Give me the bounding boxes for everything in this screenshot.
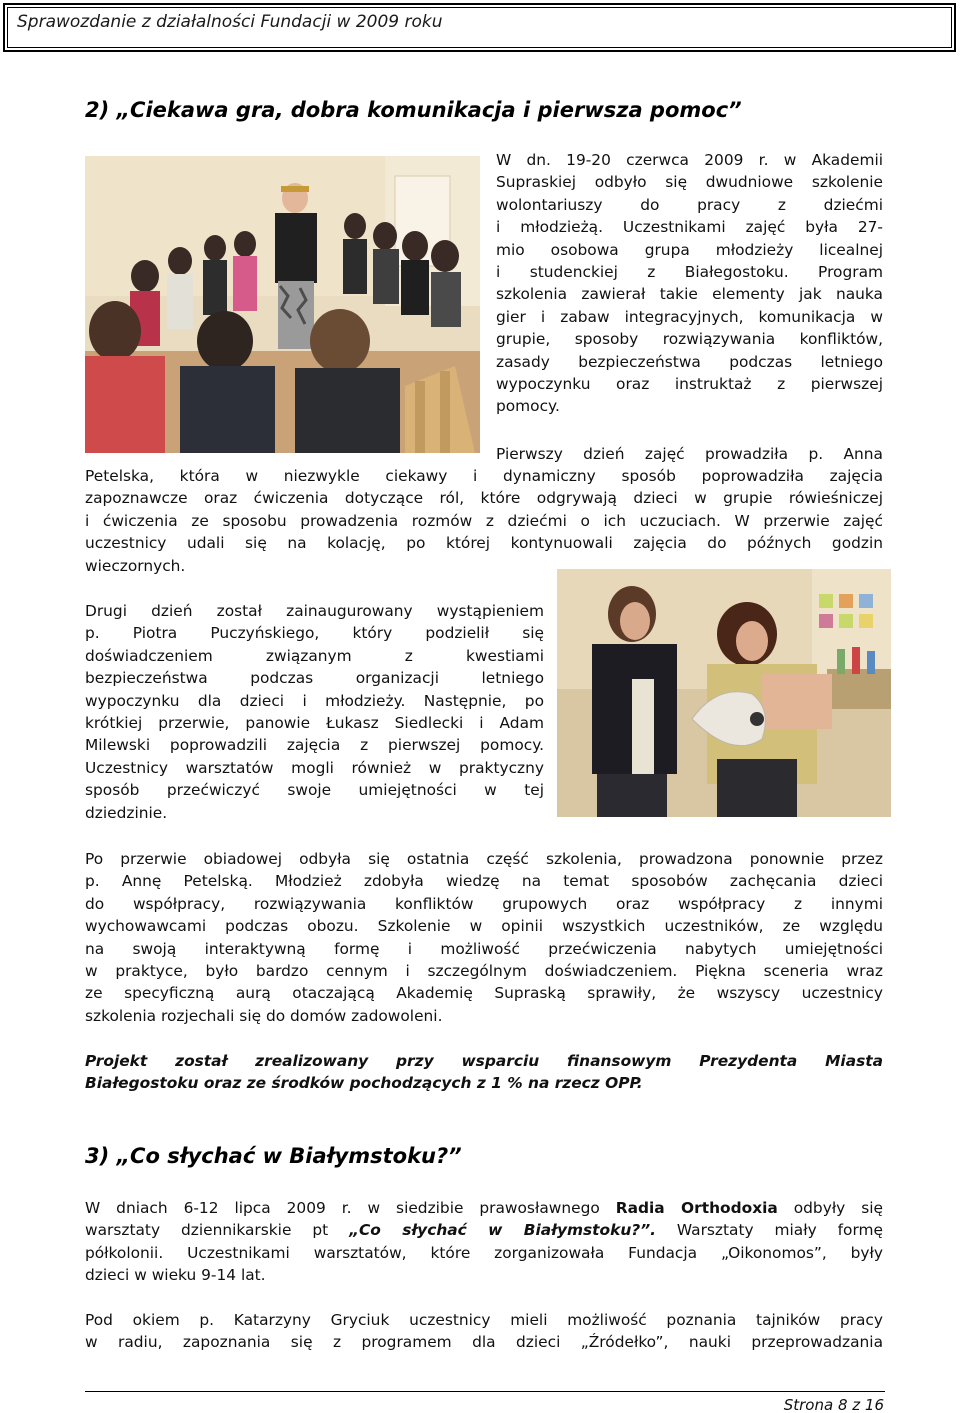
text-segment: warsztaty dziennikarskie pt [85, 1221, 350, 1240]
text-line: i młodzieżą. Uczestnikami zajęć była 27- [496, 218, 883, 237]
section3-paragraph-2 [85, 1309, 883, 1354]
text-line: krótkiej przerwie, panowie Łukasz Siedlecki i Adam [85, 714, 544, 733]
workshop-title: „Co słychać w Białymstoku?”. [349, 1221, 656, 1240]
text-line: Po przerwie obiadowej odbyła się ostatnia część szkolenia, prowadzona ponownie przez [85, 850, 883, 868]
text-segment: Warsztaty miały formę [656, 1221, 883, 1240]
text-line: na swoją interaktywną formę i możliwość przećwiczenia nabytych umiejętności [85, 939, 883, 958]
text-line: Petelska, która w niezwykle ciekawy i dynamiczny sposób poprowadziła zajęcia [85, 467, 883, 485]
text-line: półkolonii. Uczestnikami warsztatów, które zorganizowała Fundacja „Oikonomos”, były [85, 1243, 883, 1262]
text-line: Uczestnicy warsztatów mogli również w praktyczny [85, 758, 544, 777]
closing-paragraph [85, 848, 883, 1027]
text-line: wieczornych. [85, 556, 186, 575]
section-heading-3: 3) „Co słychać w Białymstoku?” [85, 1144, 462, 1168]
text-line: gier i zabaw integracyjnych, komunikacja w [496, 307, 883, 326]
text-line: grupie, sposoby rozwiązywania konfliktów, [496, 330, 883, 349]
text-line: p. Piotra Puczyńskiego, który podzielił się [85, 624, 544, 643]
text-line [85, 1197, 883, 1219]
text-line: wypoczynku oraz instruktaż z pierwszej [496, 375, 883, 394]
text-line: i studenckiej z Białegostoku. Program [496, 263, 883, 282]
intro-paragraph [496, 149, 883, 418]
text-line: W dn. 19-20 czerwca 2009 r. w Akademii [496, 151, 883, 169]
footer-divider [85, 1391, 885, 1392]
photo-training-group [85, 156, 480, 453]
text-line: Projekt został zrealizowany przy wsparciu finansowym Prezydenta Miasta [85, 1052, 883, 1070]
text-line: doświadczeniem związanym z kwestiami [85, 646, 544, 665]
text-line: wolontariuszy do pracy z dziećmi [496, 195, 883, 214]
text-line: mio osobowa grupa młodzieży licealnej [496, 240, 883, 259]
text-line: uczestnicy udali się na kolację, po której kontynuowali zajęcia do późnych godzin [85, 534, 883, 553]
text-line: p. Annę Petelską. Młodzież zdobyła wiedzę na temat sposobów zachęcania dzieci [85, 872, 883, 891]
funding-note [85, 1050, 883, 1095]
text-line: dzieci w wieku 9-14 lat. [85, 1266, 266, 1285]
text-line: ze specyficzną aurą otaczającą Akademię Supraską sprawiły, że wszyscy uczestnicy [85, 984, 883, 1003]
text-line: zapoznawcze oraz ćwiczenia dotyczące ról, które odgrywają dzieci w grupie rówieśniczej [85, 489, 883, 508]
text-line: w praktyce, było bardzo cennym i szczególnym doświadczeniem. Piękna sceneria wraz [85, 962, 883, 981]
text-line: pomocy. [496, 397, 560, 416]
photo-first-aid [557, 569, 891, 817]
text-line: Białegostoku oraz ze środków pochodzących z 1 % na rzecz OPP. [85, 1074, 643, 1093]
text-segment: odbyły się [777, 1199, 884, 1217]
text-line: wypoczynku dla dzieci i młodzieży. Następnie, po [85, 691, 544, 710]
text-line: Pierwszy dzień zajęć prowadziła p. Anna [496, 445, 883, 463]
text-line: wychowawcami podczas obozu. Szkolenie w opinii wszystkich uczestników, ze względu [85, 917, 883, 936]
text-line: szkolenia zawierał takie elementy jak nauka [496, 285, 883, 304]
text-line: sposób przećwiczyć swoje umiejętności w tej [85, 781, 544, 800]
header-title: Sprawozdanie z działalności Fundacji w 2009 roku [17, 12, 443, 32]
text-line: w radiu, zapoznania się z programem dla dzieci „Źródełko”, nauki przeprowadzania [85, 1333, 883, 1352]
text-segment: W dniach 6-12 lipca 2009 r. w siedzibie prawosławnego [85, 1199, 616, 1217]
text-line: i ćwiczenia ze sposobu prowadzenia rozmów z dziećmi o ich uczuciach. W przerwie zajęć [85, 511, 883, 530]
text-line: Milewski poprowadzili zajęcia z pierwszej pomocy. [85, 736, 544, 755]
radio-name: Radia Orthodoxia [615, 1199, 778, 1217]
text-line: Pod okiem p. Katarzyny Gryciuk uczestnicy mieli możliwość poznania tajników pracy [85, 1311, 883, 1329]
page-number: Strona 8 z 16 [783, 1396, 884, 1413]
day1-paragraph [85, 465, 883, 577]
day2-paragraph [85, 600, 544, 824]
day1-paragraph-start [496, 443, 883, 465]
text-line [85, 1219, 883, 1241]
text-line: do współpracy, rozwiązywania konfliktów grupowych oraz współpracy z innymi [85, 894, 883, 913]
text-line: dziedzinie. [85, 803, 168, 822]
text-line: szkolenia rozjechali się do domów zadowoleni. [85, 1006, 443, 1025]
text-line: Drugi dzień został zainaugurowany wystąpieniem [85, 602, 544, 620]
text-line: zasady bezpieczeństwa podczas letniego [496, 352, 883, 371]
text-line: Supraskiej odbyło się dwudniowe szkolenie [496, 173, 883, 192]
text-line: bezpieczeństwa podczas organizacji letniego [85, 669, 544, 688]
section3-paragraph-1 [85, 1197, 883, 1287]
section-heading-2: 2) „Ciekawa gra, dobra komunikacja i pierwsza pomoc” [85, 98, 742, 122]
